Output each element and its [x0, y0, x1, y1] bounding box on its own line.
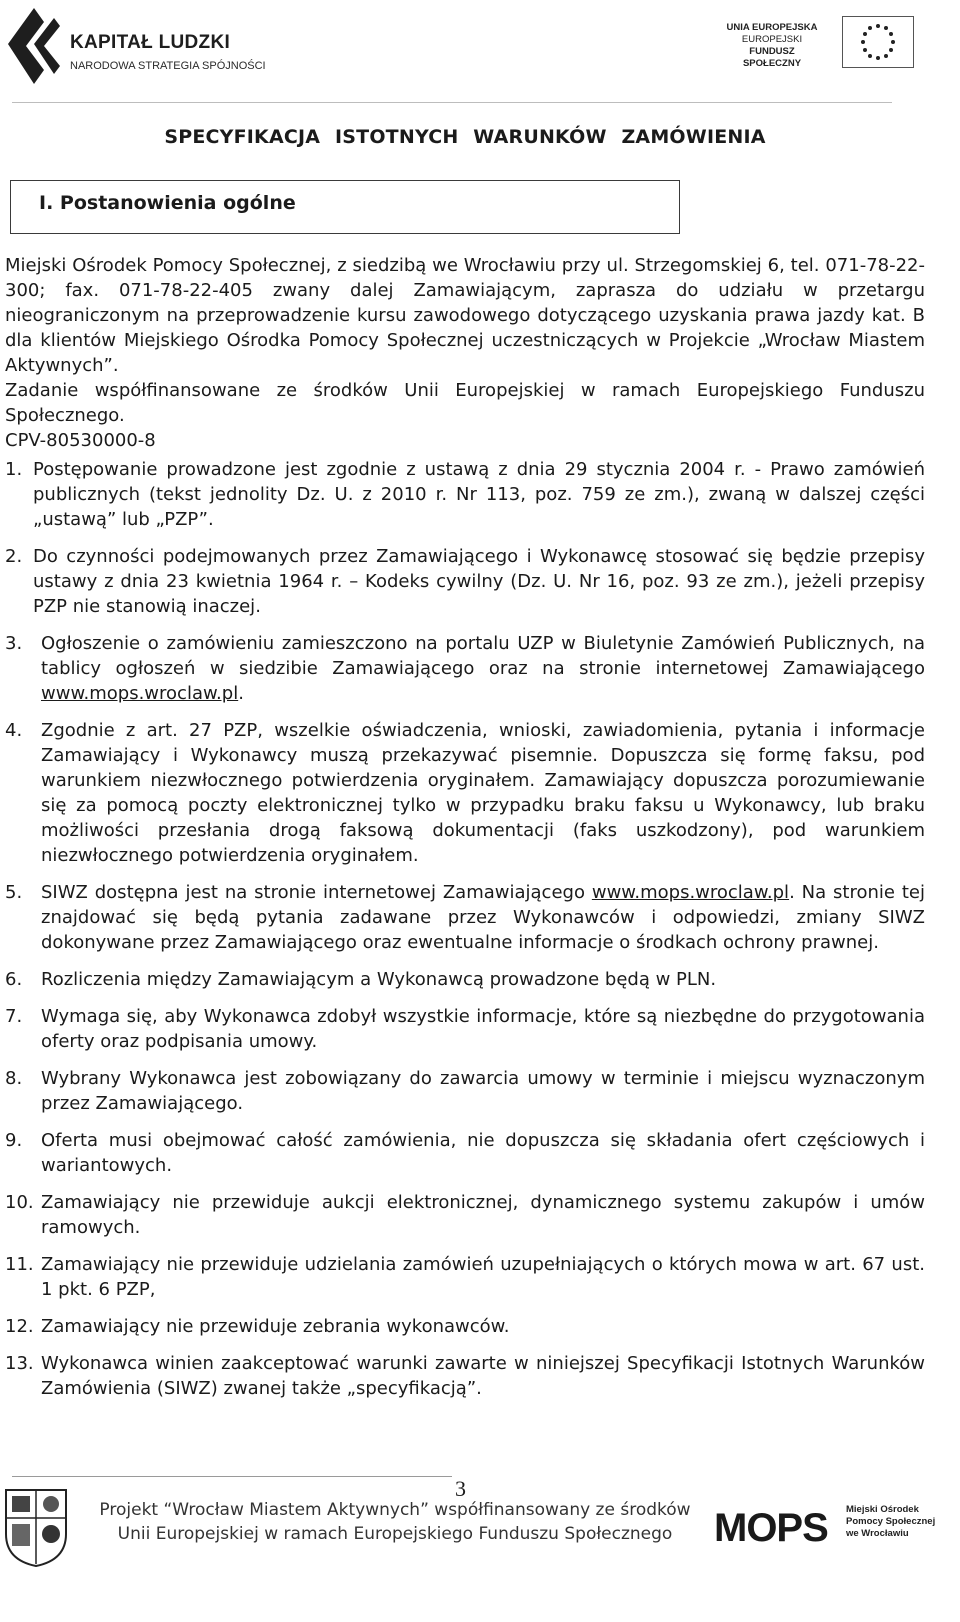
- section-heading-box: [10, 180, 680, 234]
- intro-paragraph: Miejski Ośrodek Pomocy Społecznej, z siedzibą we Wrocławiu przy ul. Strzegomskiej 6, tel. 071-78-22-300; fax. 071-78-22-405 zwany dalej Zamawiającym, zaprasza do udziału w przetargu nieograniczonym na przeprowadzenie kursu zawodowego dotyczącego uzyskania prawa jazdy kat. B dla klientów Miejskiego Ośrodka Pomocy Społecznej uczestniczących w Projekcie „Wrocław Miastem Aktywnych”.: [5, 255, 925, 376]
- item-text: Ogłoszenie o zamówieniu zamieszczono na portalu UZP w Biuletynie Zamówień Publicznych, na tablicy ogłoszeń w siedzibie Zamawiającego oraz na stronie internetowej Zamawiającego: [41, 633, 925, 679]
- item-text: Oferta musi obejmować całość zamówienia, nie dopuszcza się składania ofert częściowych i wariantowych.: [41, 1130, 925, 1176]
- item-number: 1.: [5, 459, 23, 480]
- item-text: Zamawiający nie przewiduje udzielania zamówień uzupełniających o których mowa w art. 67 ust. 1 pkt. 6 PZP,: [41, 1254, 925, 1300]
- item-text: Zamawiający nie przewiduje zebrania wykonawców.: [41, 1316, 510, 1337]
- list-item: [5, 457, 925, 532]
- item-number: 4.: [5, 720, 23, 741]
- item-number: 2.: [5, 546, 23, 567]
- item-number: 6.: [5, 969, 23, 990]
- item-number: 10.: [5, 1192, 34, 1213]
- document-title: SPECYFIKACJA ISTOTNYCH WARUNKÓW ZAMÓWIENIA: [164, 126, 766, 148]
- item-text: Zgodnie z art. 27 PZP, wszelkie oświadczenia, wnioski, zawiadomienia, pytania i informacje Zamawiający i Wykonawcy muszą przekazywać pisemnie. Dopuszcza się formę faksu, pod warunkiem niezwłocznego potwierdzenia oryginałem. Zamawiający dopuszcza porozumiewanie się za pomocą poczty elektronicznej tylko w przypadku braku faksu u Wykonawcy, lub braku możliwości przesłania drogą faksową dokumentacji (faks uszkodzony), pod warunkiem niezwłocznego potwierdzenia oryginałem.: [41, 720, 925, 866]
- item-text: Wybrany Wykonawca jest zobowiązany do zawarcia umowy w terminie i miejscu wyznaczonym przez Zamawiającego.: [41, 1068, 925, 1114]
- cofinancing-paragraph: Zadanie współfinansowane ze środków Unii Europejskiej w ramach Europejskiego Funduszu Społecznego.: [5, 380, 925, 426]
- logo-title: KAPITAŁ LUDZKI: [70, 32, 231, 53]
- item-text-after: .: [238, 683, 244, 704]
- footer-line-1: Projekt “Wrocław Miastem Aktywnych” współfinansowany ze środków: [99, 1500, 691, 1520]
- page-number: 3: [455, 1476, 466, 1501]
- footer-line-2: Unii Europejskiej w ramach Europejskiego Funduszu Społecznego: [117, 1524, 673, 1544]
- cpv-code: CPV-80530000-8: [5, 430, 156, 451]
- item-number: 13.: [5, 1353, 34, 1374]
- item-text: Rozliczenia między Zamawiającym a Wykonawcą prowadzone będą w PLN.: [41, 969, 717, 990]
- eu-line-2: EUROPEJSKI: [741, 34, 803, 45]
- item-text: SIWZ dostępna jest na stronie internetowej Zamawiającego: [41, 882, 592, 903]
- wroclaw-crest-icon: [4, 1488, 68, 1568]
- eu-line-3: FUNDUSZ SPOŁECZNY: [742, 46, 802, 69]
- footer-divider: [12, 1476, 452, 1477]
- item-number: 12.: [5, 1316, 34, 1337]
- eu-flag-icon: [842, 16, 914, 68]
- item-text-after: . Na stronie tej znajdować się będą pytania zadawane przez Wykonawców i odpowiedzi, zmiany SIWZ dokonywane przez Zamawiającego oraz ewentualne informacje o środkach ochrony prawnej.: [41, 882, 926, 953]
- list-item: [5, 1314, 925, 1339]
- item-number: 8.: [5, 1068, 23, 1089]
- header-divider: [12, 102, 892, 103]
- list-item: [5, 880, 925, 955]
- list-item: [5, 1252, 925, 1302]
- list-item: [5, 1190, 925, 1240]
- item-text: Wykonawca winien zaakceptować warunki zawarte w niniejszej Specyfikacji Istotnych Warunków Zamówienia (SIWZ) zwanej także „specyfikacją”.: [41, 1353, 925, 1399]
- list-item: [5, 718, 925, 868]
- list-item: [5, 1351, 925, 1401]
- mops-website-link[interactable]: www.mops.wroclaw.pl: [41, 683, 239, 704]
- item-number: 5.: [5, 882, 23, 903]
- eu-line-1: UNIA EUROPEJSKA: [726, 22, 818, 33]
- item-text: Zamawiający nie przewiduje aukcji elektronicznej, dynamicznego systemu zakupów i umów ramowych.: [41, 1192, 925, 1238]
- section-heading: I. Postanowienia ogólne: [39, 192, 296, 214]
- logo-subtitle: NARODOWA STRATEGIA SPÓJNOŚCI: [70, 60, 266, 72]
- kapital-ludzki-emblem-icon: [4, 4, 60, 84]
- item-text: Postępowanie prowadzone jest zgodnie z ustawą z dnia 29 stycznia 2004 r. - Prawo zamówień publicznych (tekst jednolity Dz. U. z 2010 r. Nr 113, poz. 759 ze zm.), zwaną w dalszej części „ustawą” lub „PZP”.: [33, 459, 925, 530]
- mops-caption-line-1: Miejski Ośrodek: [846, 1504, 919, 1515]
- list-item: [5, 967, 925, 992]
- footer-text: [90, 1498, 700, 1546]
- list-item: [5, 631, 925, 706]
- mops-website-link[interactable]: www.mops.wroclaw.pl: [591, 882, 790, 903]
- kapital-ludzki-logo: [4, 4, 304, 90]
- page-footer: [0, 1484, 960, 1622]
- item-number: 11.: [5, 1254, 34, 1275]
- item-number: 7.: [5, 1006, 23, 1027]
- item-number: 3.: [5, 633, 23, 654]
- mops-logo-caption: [846, 1504, 936, 1540]
- mops-logo: MOPS: [714, 1506, 828, 1550]
- mops-caption-line-3: we Wrocławiu: [846, 1528, 909, 1539]
- list-item: [5, 1128, 925, 1178]
- list-item: [5, 1004, 925, 1054]
- list-item: [5, 1066, 925, 1116]
- page-header: [0, 0, 960, 110]
- item-text: Wymaga się, aby Wykonawca zdobył wszystkie informacje, które są niezbędne do przygotowania oferty oraz podpisania umowy.: [41, 1006, 925, 1052]
- list-item: [5, 544, 925, 619]
- item-text: Do czynności podejmowanych przez Zamawiającego i Wykonawcę stosować się będzie przepisy ustawy z dnia 23 kwietnia 1964 r. – Kodeks cywilny (Dz. U. Nr 16, poz. 93 ze zm.), jeżeli przepisy PZP nie stanowią inaczej.: [33, 546, 925, 617]
- item-number: 9.: [5, 1130, 23, 1151]
- intro: [5, 253, 925, 453]
- document-body: [5, 253, 925, 1413]
- mops-caption-line-2: Pomocy Społecznej: [846, 1516, 936, 1527]
- eu-logo: [722, 16, 942, 76]
- provisions-list: [5, 457, 925, 1401]
